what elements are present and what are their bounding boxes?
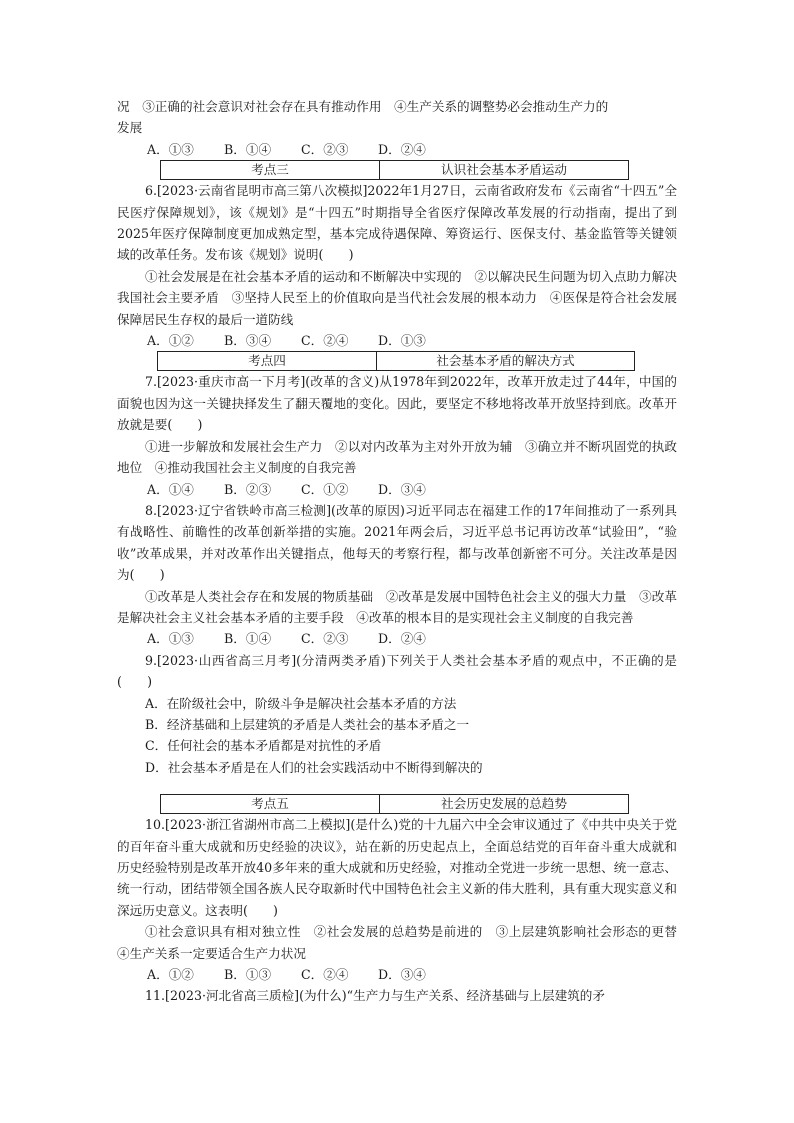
- question-8-stem: 8.[2023·辽宁省铁岭市高三检测](改革的原因)习近平同志在福建工作的17年间推动了一系列具有战略性、前瞻性的改革创新举措的实施。2021年两会后，习近平总书记再访改革“试验田”，“验收”改革成果，并对改革作出关键指点，他每天的考察行程，都与改革创新密不可分。关注改革是因为( ): [117, 502, 677, 583]
- option-a: A．①③: [147, 631, 194, 647]
- option-a: A．①②: [147, 333, 194, 349]
- option-a: A．①③: [147, 141, 194, 157]
- question-9-option-a: A．在阶级社会中，阶级斗争是解决社会基本矛盾的方法: [145, 695, 457, 711]
- section-label: 考点三: [161, 161, 380, 180]
- question-10-statements: ①社会意识具有相对独立性 ②社会发展的总趋势是前进的 ③上层建筑影响社会形态的更替 ④生产关系一定要适合生产力状况: [117, 924, 690, 961]
- option-c: C．②③: [301, 631, 349, 647]
- question-6-options: [117, 330, 677, 351]
- question-9-option-d: D．社会基本矛盾是在人们的社会实践活动中不断得到解决的: [145, 759, 483, 775]
- question-7-statements: ①进一步解放和发展社会生产力 ②以对内改革为主对外开放为辅 ③确立并不断巩固党的执政地位 ④推动我国社会主义制度的自我完善: [117, 438, 677, 476]
- spacer: [117, 778, 677, 794]
- option-a: A．①④: [147, 481, 194, 497]
- question-10-options: [117, 964, 677, 985]
- option-b: B．①④: [224, 631, 272, 647]
- question-9-stem: 9.[2023·山西省高三月考](分清两类矛盾)下列关于人类社会基本矛盾的观点中，不正确的是( ): [117, 652, 677, 690]
- option-b: B．②③: [224, 481, 272, 497]
- option-c: C．①②: [301, 481, 349, 497]
- option-d: D．②④: [378, 631, 426, 647]
- section-title: 认识社会基本矛盾运动: [380, 161, 629, 180]
- question-9-option-b: B．经济基础和上层建筑的矛盾是人类社会的基本矛盾之一: [145, 716, 470, 732]
- question-7-options: [117, 479, 677, 500]
- section-header-4: [157, 351, 635, 371]
- intro-options: [117, 139, 677, 160]
- section-title: 社会基本矛盾的解决方式: [377, 352, 635, 371]
- option-c: C．②④: [301, 967, 349, 983]
- question-10-stem: 10.[2023·浙江省湖州市高二上模拟](是什么)党的十九届六中全会审议通过了《中共中央关于党的百年奋斗重大成就和历史经验的决议》，站在新的历史起点上，全面总结党的百年奋斗重大成就和历史经验特别是改革开放40多年来的重大成就和历史经验，对推动全党进一步统一思想、统一意志、统一行动，团结带领全国各族人民夺取新时代中国特色社会主义新的伟大胜利，具有重大现实意义和深远历史意义。这表明( ): [117, 817, 677, 918]
- option-a: A．①②: [147, 967, 194, 983]
- section-label: 考点四: [158, 352, 377, 371]
- option-b: B．①④: [224, 141, 272, 157]
- question-9-option-c: C．任何社会的基本矛盾都是对抗性的矛盾: [145, 738, 382, 754]
- question-6-statements: ①社会发展是在社会基本矛盾的运动和不断解决中实现的 ②以解决民生问题为切入点助力解决我国社会主要矛盾 ③坚持人民至上的价值取向是当代社会发展的根本动力 ④医保是符合社会发展保障居民生存权的最后一道防线: [117, 268, 677, 327]
- exam-page: [117, 96, 690, 1007]
- option-d: D．③④: [378, 967, 426, 983]
- intro-line-2: 发展: [117, 120, 143, 136]
- section-title: 社会历史发展的总趋势: [380, 795, 629, 814]
- question-8-options: [117, 628, 677, 649]
- option-c: C．②④: [301, 333, 349, 349]
- option-d: D．③④: [378, 481, 426, 497]
- section-header-5: [160, 794, 629, 814]
- section-label: 考点五: [161, 795, 380, 814]
- question-8-statements: ①改革是人类社会存在和发展的物质基础 ②改革是发展中国特色社会主义的强大力量 ③改革是解决社会主义社会基本矛盾的主要手段 ④改革的根本目的是实现社会主义制度的自我完善: [117, 588, 677, 625]
- question-11-stem: 11.[2023·河北省高三质检](为什么)“生产力与生产关系、经济基础与上层建筑的矛: [145, 988, 605, 1004]
- option-b: B．①③: [224, 967, 272, 983]
- section-header-3: [160, 160, 629, 180]
- intro-line-1: 况 ③正确的社会意识对社会存在具有推动作用 ④生产关系的调整势必会推动生产力的: [117, 99, 609, 114]
- option-c: C．②③: [301, 141, 349, 157]
- option-d: D．②④: [378, 141, 426, 157]
- question-6-stem: 6.[2023·云南省昆明市高三第八次模拟]2022年1月27日，云南省政府发布《云南省“十四五”全民医疗保障规划》，该《规划》是“十四五”时期指导全省医疗保障改革发展的行动指南，提出了到2025年医疗保障制度更加成熟定型，基本完成待遇保障、筹资运行、医保支付、基金监管等关键领域的改革任务。发布该《规划》说明( ): [117, 183, 677, 263]
- question-7-stem: 7.[2023·重庆市高一下月考](改革的含义)从1978年到2022年，改革开放走过了44年，中国的面貌也因为这一关键抉择发生了翻天覆地的变化。因此，要坚定不移地将改革开放坚持到底。改革开放就是要( ): [117, 374, 677, 433]
- option-d: D．①③: [378, 333, 426, 349]
- option-b: B．③④: [224, 333, 272, 349]
